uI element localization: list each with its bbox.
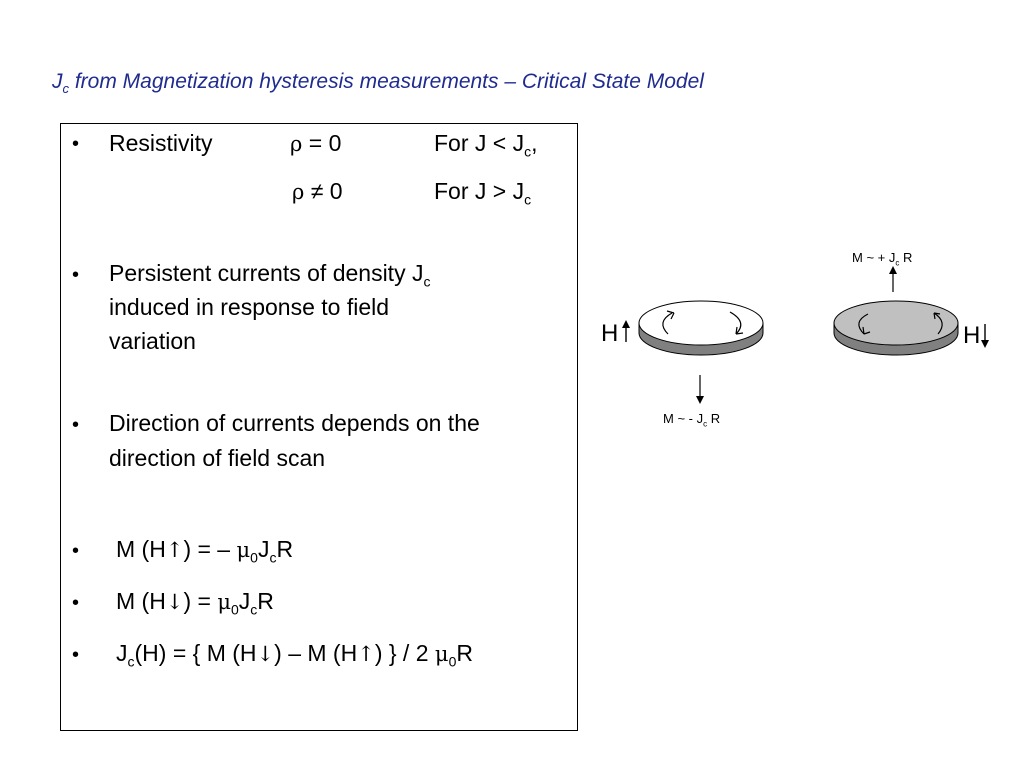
subscript-zero: 0: [250, 549, 258, 566]
jc-h-equation: [116, 640, 473, 670]
title-j: J: [52, 70, 63, 93]
for-greater-text: For J > J: [434, 178, 525, 204]
eq-text: J: [257, 536, 270, 562]
neq-zero-text: ≠ 0: [304, 178, 343, 204]
eq-text: J: [238, 588, 251, 614]
for-j-greater-jc: [434, 178, 531, 208]
eq-text: ) } / 2: [374, 640, 435, 666]
for-less-text: For J < J: [434, 130, 525, 156]
direction-line-2: direction of field scan: [109, 445, 326, 471]
eq-text: M (H: [116, 536, 166, 562]
circulation-arrow-icon: [663, 313, 672, 334]
persistent-text: Persistent currents of density J: [109, 260, 424, 286]
bullet-marker: •: [72, 592, 80, 614]
left-h-label: H: [601, 320, 619, 347]
up-arrow-icon: ↑: [357, 642, 375, 666]
mu-symbol: μ: [236, 538, 251, 562]
slide-title: [52, 70, 704, 96]
eq-text: ) =: [183, 588, 218, 614]
rho-symbol: ρ: [290, 132, 303, 156]
eq-text: ) = –: [183, 536, 237, 562]
up-arrow-icon: ↑: [165, 538, 184, 562]
m-minus-r: R: [707, 411, 721, 426]
m-h-up-equation: [116, 536, 293, 566]
m-plus-r: R: [899, 250, 913, 265]
subscript-zero: 0: [230, 601, 239, 618]
eq-zero-text: = 0: [302, 130, 342, 156]
subscript-c: c: [895, 258, 900, 268]
subscript-c: c: [524, 191, 532, 208]
m-minus-label: [663, 411, 720, 429]
persistent-line-3: variation: [109, 328, 196, 354]
m-plus-label: [852, 250, 912, 268]
subscript-c: c: [524, 143, 532, 160]
persistent-line-1: [109, 260, 430, 290]
circulation-arrow-icon: [730, 312, 741, 334]
subscript-c: c: [703, 419, 708, 429]
eq-text: R: [276, 536, 294, 562]
for-j-less-jc: [434, 130, 538, 160]
eq-text: J: [116, 640, 128, 666]
bullet-marker: •: [72, 644, 80, 666]
title-c-subscript: c: [62, 81, 69, 97]
title-text: from Magnetization hysteresis measurements – Critical State Model: [69, 70, 704, 93]
mu-symbol: μ: [434, 642, 449, 666]
circulation-arrow-icon: [934, 313, 942, 334]
mu-symbol: μ: [217, 590, 231, 614]
subscript-zero: 0: [448, 653, 457, 670]
direction-line-1: Direction of currents depends on the: [109, 410, 480, 436]
subscript-c: c: [269, 549, 277, 566]
eq-text: ) – M (H: [274, 640, 358, 666]
right-disk: [834, 301, 958, 355]
rho-eq-zero: [290, 130, 341, 157]
subscript-c: c: [423, 273, 431, 290]
subscript-c: c: [127, 653, 135, 670]
persistent-line-2: induced in response to field: [109, 294, 390, 320]
comma: ,: [531, 130, 538, 156]
bullet-marker: •: [72, 264, 80, 286]
down-arrow-icon: ↓: [256, 642, 275, 666]
eq-text: R: [456, 640, 473, 666]
m-minus-text: M ~ - J: [663, 411, 704, 426]
resistivity-label: Resistivity: [109, 130, 213, 156]
left-disk: [639, 301, 763, 355]
eq-text: (H) = { M (H: [134, 640, 257, 666]
bullet-marker: •: [72, 540, 80, 562]
down-arrow-icon: ↓: [165, 590, 184, 614]
bullet-marker: •: [72, 414, 80, 436]
rho-symbol: ρ: [292, 180, 305, 204]
rho-neq-zero: [292, 178, 343, 205]
m-plus-text: M ~ + J: [852, 250, 896, 265]
eq-text: M (H: [116, 588, 166, 614]
circulation-arrow-icon: [859, 314, 868, 334]
m-h-down-equation: [116, 588, 274, 618]
subscript-c: c: [250, 601, 258, 618]
right-h-label: H: [963, 322, 981, 349]
bullet-marker: •: [72, 133, 80, 155]
eq-text: R: [257, 588, 274, 614]
